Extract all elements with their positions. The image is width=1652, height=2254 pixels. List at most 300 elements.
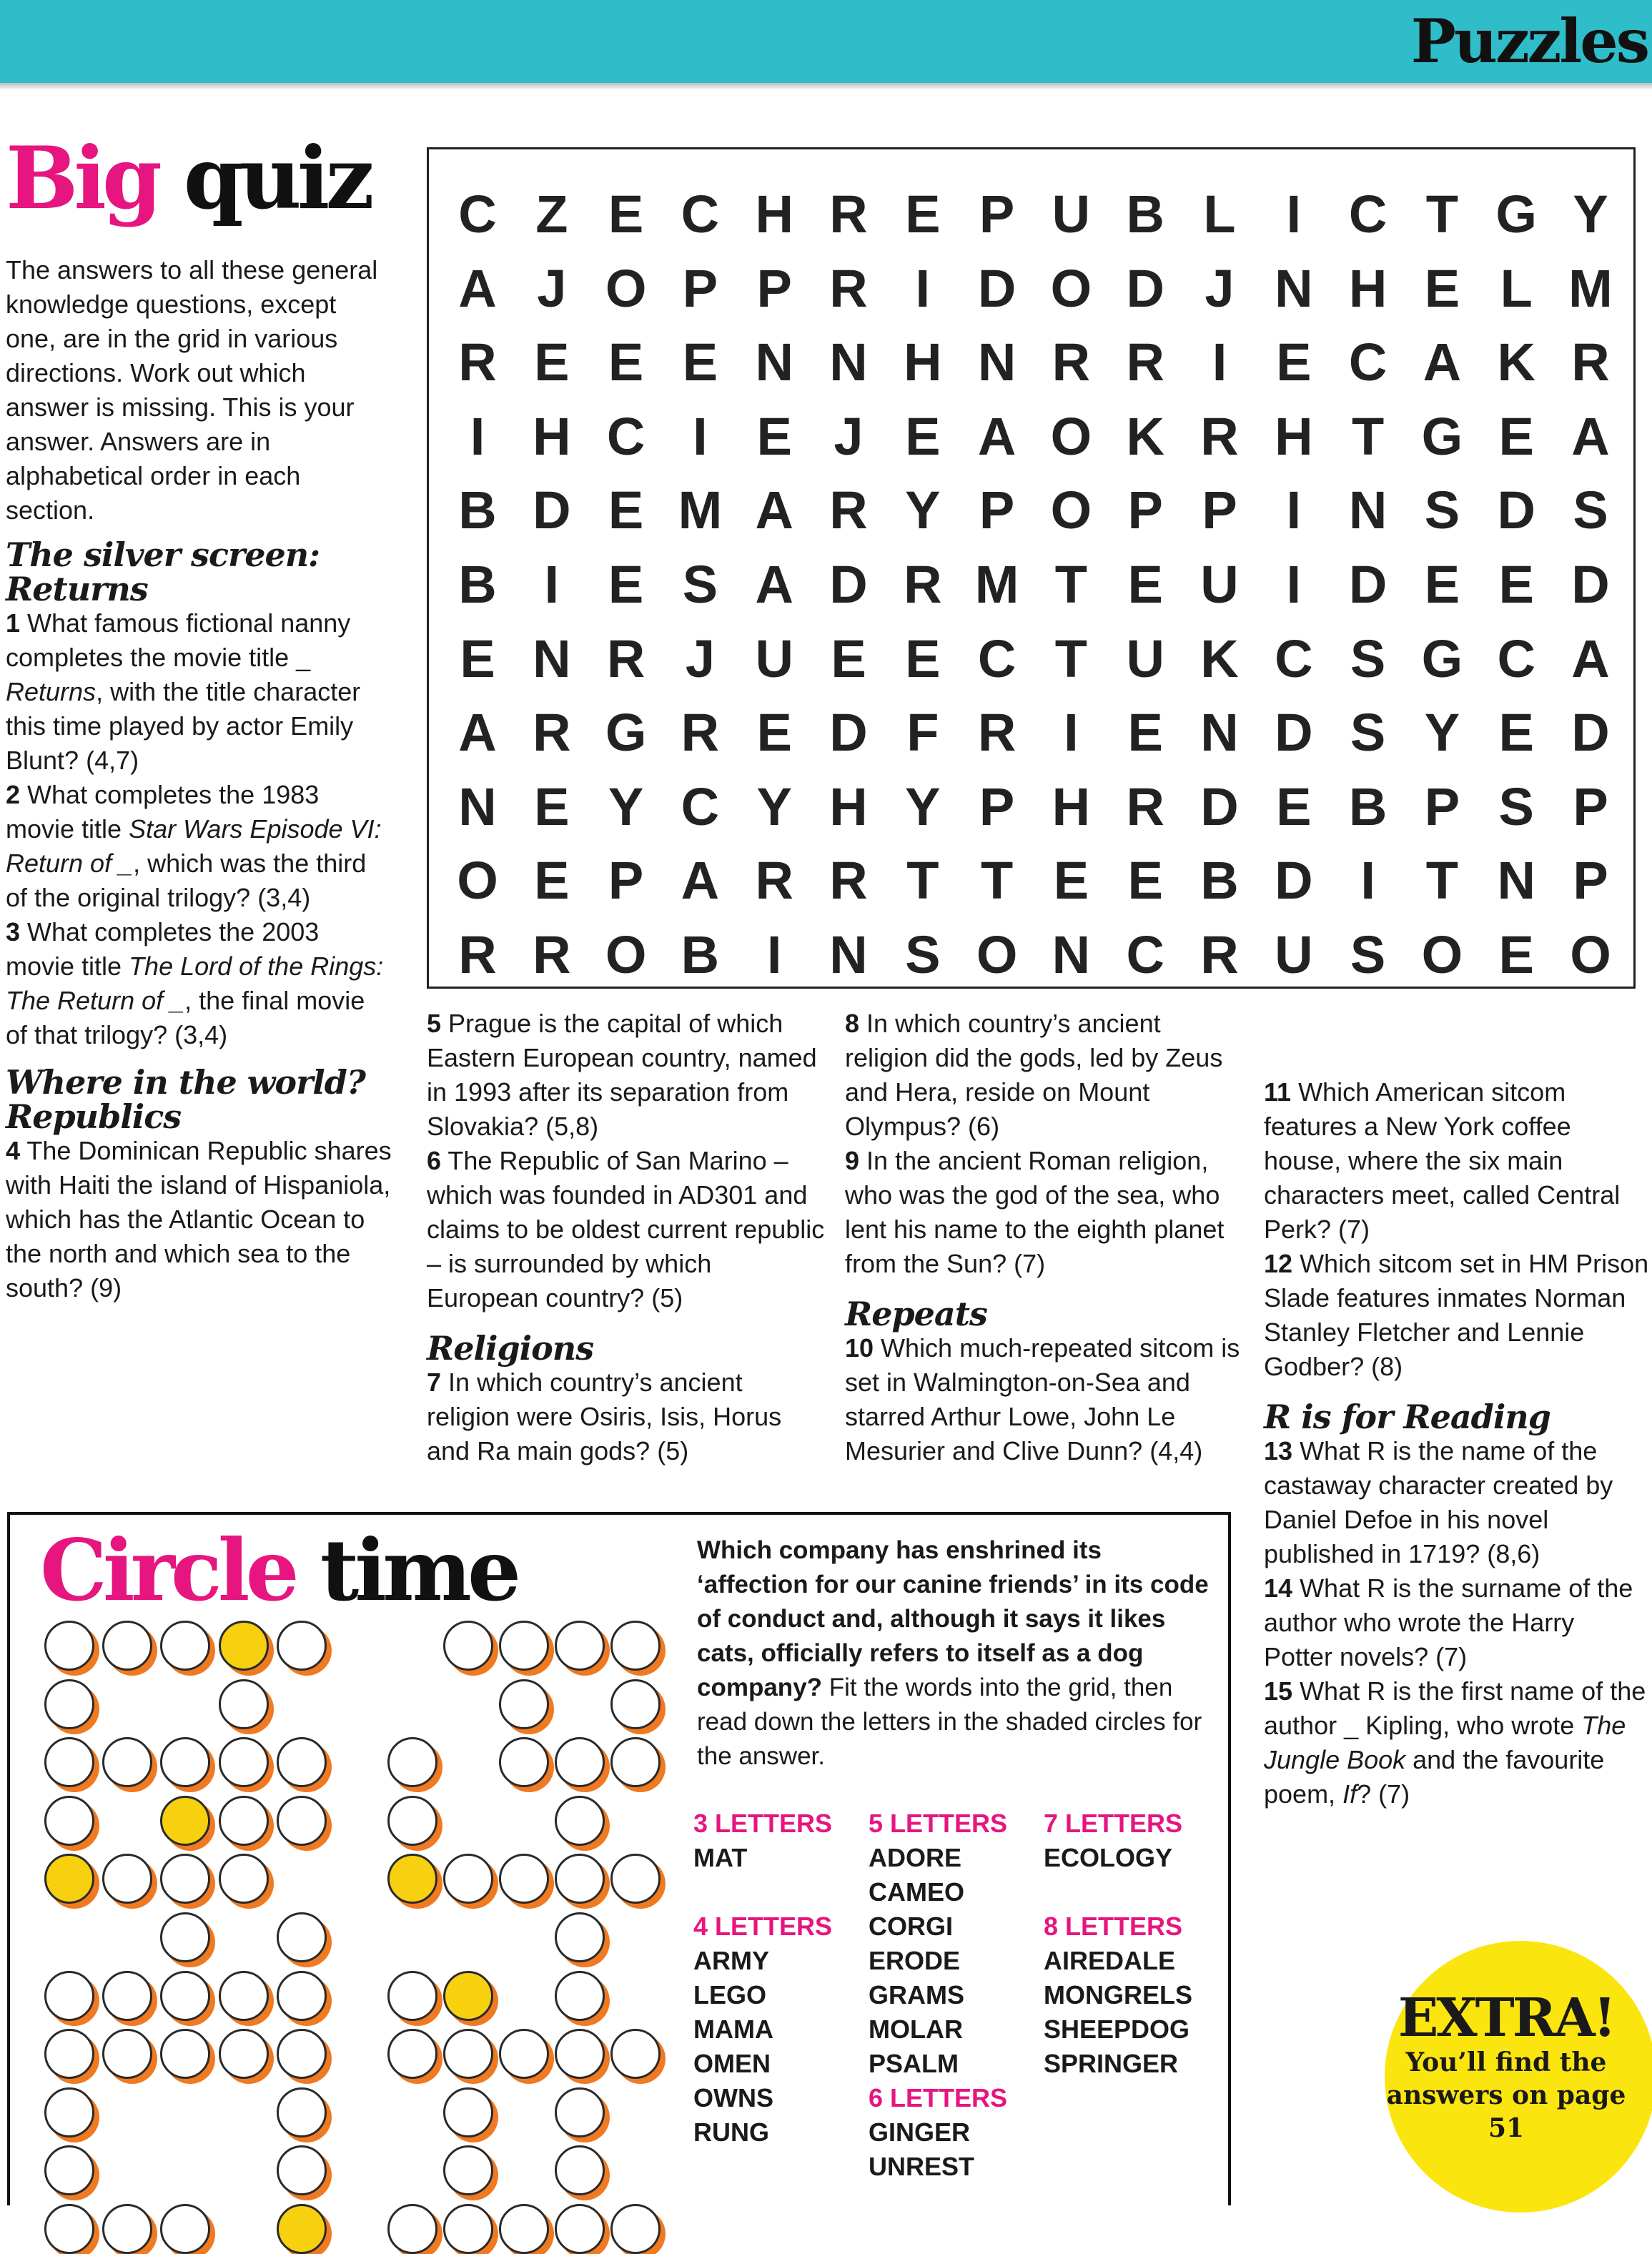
grid-letter: Y <box>1424 703 1460 763</box>
grid-letter: O <box>1050 258 1092 318</box>
grid-letter: R <box>1052 332 1091 392</box>
word-list-item: ECOLOGY <box>1044 1843 1173 1872</box>
grid-letter: N <box>755 332 793 392</box>
shaded-circle <box>387 1854 437 1904</box>
header-shadow <box>0 83 1652 90</box>
circle-cell <box>387 1796 437 1846</box>
grid-letter: B <box>458 555 497 614</box>
grid-letter: N <box>1200 703 1239 763</box>
word-list-5 <box>869 1806 1007 2184</box>
grid-letter: R <box>829 851 868 911</box>
grid-letter: E <box>460 628 495 688</box>
grid-letter: A <box>681 851 720 911</box>
word-list-heading: 4 LETTERS <box>693 1912 833 1941</box>
grid-letter: E <box>756 703 792 763</box>
grid-letter: E <box>608 184 644 244</box>
grid-letter: O <box>1421 925 1463 984</box>
big-quiz-title-rest: quiz <box>183 128 370 229</box>
circle-cell <box>387 1971 437 2021</box>
grid-letter: H <box>533 406 571 466</box>
heading-where-in-world: Where in the world? Republics <box>6 1063 365 1136</box>
circle-cell <box>499 1854 549 1904</box>
circle-cell <box>219 1796 269 1846</box>
question-14: 14 What R is the surname of the author who wrote the Harry Potter novels? (7) <box>1264 1573 1633 1671</box>
word-list-item: ARMY <box>693 1946 769 1975</box>
grid-letter: M <box>1568 258 1613 318</box>
grid-letter: O <box>1050 406 1092 466</box>
heading-silver-screen: The silver screen: Returns <box>6 535 320 608</box>
grid-letter: C <box>1126 925 1164 984</box>
grid-letter: E <box>905 628 941 688</box>
circle-cell <box>499 1679 549 1729</box>
circle-time-title-rest: time <box>320 1521 518 1620</box>
circle-cell <box>387 2029 437 2079</box>
grid-letter: P <box>979 480 1015 540</box>
grid-letter: E <box>608 332 644 392</box>
circle-cell <box>44 2087 94 2137</box>
grid-letter: D <box>1200 776 1239 836</box>
grid-letter: D <box>1571 555 1610 614</box>
grid-letter: R <box>533 925 571 984</box>
big-quiz-title <box>6 128 370 229</box>
grid-letter: E <box>1498 703 1534 763</box>
grid-letter: E <box>1276 332 1312 392</box>
section-name: Puzzles <box>1410 6 1648 76</box>
grid-letter: B <box>1126 184 1164 244</box>
word-list-item: SPRINGER <box>1044 2049 1179 2078</box>
grid-letter: T <box>1425 184 1458 244</box>
grid-letter: P <box>979 776 1015 836</box>
grid-letter: P <box>1202 480 1237 540</box>
grid-letter: I <box>1360 851 1375 911</box>
grid-letter: J <box>537 258 567 318</box>
question-10: 10 Which much-repeated sitcom is set in Walmington-on-Sea and starred Arthur Lowe, John Le Mesurier and Clive Dunn? (4,4) <box>845 1333 1240 1465</box>
grid-letter: K <box>1126 406 1164 466</box>
word-list-item: MAT <box>693 1843 748 1872</box>
grid-letter: B <box>1200 851 1239 911</box>
grid-letter: R <box>829 258 868 318</box>
grid-letter: O <box>605 925 647 984</box>
grid-letter: Y <box>905 776 941 836</box>
grid-letter: C <box>606 406 646 466</box>
word-list-4 <box>693 1909 832 2150</box>
circle-cell <box>555 2029 605 2079</box>
grid-letter: S <box>1350 925 1386 984</box>
grid-letter: I <box>1286 480 1302 540</box>
grid-letter: C <box>681 184 720 244</box>
circle-cell <box>219 1854 269 1904</box>
word-list-heading: 3 LETTERS <box>693 1809 833 1838</box>
shaded-circle <box>160 1796 210 1846</box>
circle-cell <box>44 2145 94 2195</box>
word-list-heading: 8 LETTERS <box>1044 1912 1183 1941</box>
circle-cell <box>160 1621 210 1671</box>
question-1: 1 What famous fictional nanny completes the movie title _ Returns, with the title character this time played by actor Emily Blunt? (4,7) <box>6 608 361 775</box>
grid-letter: R <box>1200 406 1239 466</box>
grid-letter: A <box>755 480 793 540</box>
grid-letter: D <box>1275 703 1313 763</box>
grid-letter: B <box>681 925 720 984</box>
circle-cell <box>555 1854 605 1904</box>
grid-letter: T <box>1054 628 1087 688</box>
grid-letter: I <box>915 258 931 318</box>
circle-cell <box>610 1679 661 1729</box>
grid-letter: E <box>534 851 570 911</box>
grid-letter: D <box>977 258 1017 318</box>
circle-cell <box>102 1971 152 2021</box>
grid-letter: S <box>905 925 941 984</box>
grid-letter: D <box>1571 703 1610 763</box>
grid-letter: E <box>1053 851 1089 911</box>
grid-letter: T <box>980 851 1014 911</box>
circle-cell <box>44 1737 94 1787</box>
circle-cell <box>219 1971 269 2021</box>
grid-letter: C <box>1348 184 1388 244</box>
grid-letter: O <box>1050 480 1092 540</box>
grid-letter: H <box>829 776 868 836</box>
grid-letter: E <box>608 480 644 540</box>
circle-cell <box>610 2204 661 2254</box>
question-3: 3 What completes the 2003 movie title The Lord of the Rings: The Return of _, the final movie of that trilogy? (3,4) <box>6 917 384 1049</box>
grid-letter: A <box>1571 406 1610 466</box>
grid-letter: H <box>1052 776 1091 836</box>
question-13: 13 What R is the name of the castaway character created by Daniel Defoe in his novel published in 1719? (8,6) <box>1264 1436 1613 1568</box>
question-8: 8 In which country’s ancient religion did the gods, led by Zeus and Hera, reside on Mount Olympus? (6) <box>845 1009 1223 1141</box>
grid-letter: R <box>458 925 497 984</box>
grid-letter: J <box>685 628 715 688</box>
circle-cell <box>499 1621 549 1671</box>
grid-letter: B <box>1348 776 1388 836</box>
word-list-item: GINGER <box>869 2117 971 2147</box>
word-list-heading: 6 LETTERS <box>869 2083 1008 2112</box>
word-list-item: UNREST <box>869 2152 975 2181</box>
grid-letter: E <box>682 332 718 392</box>
grid-letter: T <box>906 851 939 911</box>
grid-letter: O <box>457 851 498 911</box>
grid-letter: F <box>906 703 939 763</box>
grid-letter: E <box>534 776 570 836</box>
grid-letter: R <box>606 628 646 688</box>
circle-cell <box>219 1737 269 1787</box>
grid-letter: P <box>682 258 718 318</box>
grid-letter: P <box>979 184 1015 244</box>
grid-letter: C <box>977 628 1017 688</box>
circle-cell <box>555 2087 605 2137</box>
grid-letter: L <box>1500 258 1533 318</box>
word-list-3 <box>693 1806 832 1875</box>
grid-letter: N <box>533 628 571 688</box>
extra-text: You’ll find the answers on page 51 <box>1386 2047 1626 2143</box>
grid-letter: R <box>904 555 942 614</box>
grid-letter: S <box>682 555 718 614</box>
circle-cell <box>555 1621 605 1671</box>
grid-letter: R <box>533 703 571 763</box>
grid-letter: E <box>905 406 941 466</box>
grid-letter: G <box>1495 184 1537 244</box>
question-5: 5 Prague is the capital of which Eastern European country, named in 1993 after its separation from Slovakia? (5,8) <box>427 1009 817 1141</box>
grid-letter: N <box>458 776 497 836</box>
circle-cell <box>102 2029 152 2079</box>
circle-cell <box>102 1737 152 1787</box>
grid-letter: R <box>1200 925 1239 984</box>
circle-cell <box>555 1971 605 2021</box>
grid-letter: C <box>1348 332 1388 392</box>
grid-letter: S <box>1350 628 1386 688</box>
grid-letter: D <box>1348 555 1388 614</box>
circle-cell <box>443 2145 493 2195</box>
heading-religions: Religions <box>427 1329 594 1368</box>
word-list-item: OWNS <box>693 2083 773 2112</box>
grid-letter: I <box>1286 184 1302 244</box>
grid-letter: P <box>1573 851 1608 911</box>
word-list-7 <box>1044 1806 1182 1875</box>
word-list-item: MAMA <box>693 2015 773 2044</box>
grid-letter: C <box>1497 628 1535 688</box>
circle-cell <box>44 2204 94 2254</box>
word-list-8 <box>1044 1909 1192 2081</box>
grid-letter: P <box>1127 480 1163 540</box>
grid-letter: R <box>829 184 868 244</box>
grid-letter: O <box>976 925 1018 984</box>
grid-letter: E <box>1424 555 1460 614</box>
grid-letter: E <box>608 555 644 614</box>
grid-letter: Y <box>905 480 941 540</box>
circle-time-question: Which company has enshrined its ‘affection for our canine friends’ in its code of conduct and, although it says it likes cats, officially refers to itself as a dog company? <box>697 1536 1209 1701</box>
circle-cell <box>44 1971 94 2021</box>
grid-letter: D <box>829 703 868 763</box>
grid-letter: D <box>533 480 571 540</box>
circle-cell <box>277 1912 327 1962</box>
grid-letter: C <box>681 776 720 836</box>
circle-cell <box>44 1796 94 1846</box>
circle-cell <box>443 1621 493 1671</box>
grid-letter: P <box>756 258 792 318</box>
grid-letter: A <box>458 703 497 763</box>
grid-letter: U <box>1052 184 1091 244</box>
circle-cell <box>44 1621 94 1671</box>
grid-letter: Y <box>756 776 792 836</box>
word-list-item: CAMEO <box>869 1877 964 1907</box>
grid-letter: I <box>766 925 782 984</box>
circle-cell <box>277 2029 327 2079</box>
shaded-circle <box>44 1854 94 1904</box>
word-list-heading: 5 LETTERS <box>869 1809 1008 1838</box>
circle-cell <box>555 2145 605 2195</box>
grid-letter: T <box>1054 555 1087 614</box>
grid-letter: T <box>1351 406 1385 466</box>
circle-cell <box>277 1971 327 2021</box>
grid-letter: A <box>458 258 497 318</box>
grid-letter: E <box>534 332 570 392</box>
grid-letter: R <box>977 703 1017 763</box>
word-list-item: AIREDALE <box>1044 1946 1176 1975</box>
grid-letter: U <box>755 628 793 688</box>
word-list-item: MOLAR <box>869 2015 963 2044</box>
circle-cell <box>555 1737 605 1787</box>
question-11: 11 Which American sitcom features a New York coffee house, where the six main characters meet, called Central Perk? (7) <box>1264 1077 1621 1244</box>
shaded-circle <box>443 1971 493 2021</box>
grid-letter: D <box>1126 258 1164 318</box>
grid-letter: E <box>1424 258 1460 318</box>
question-12: 12 Which sitcom set in HM Prison Slade features inmates Norman Stanley Fletcher and Lennie Godber? (8) <box>1264 1249 1649 1381</box>
extra-title: EXTRA! <box>1398 1987 1615 2049</box>
grid-letter: R <box>1571 332 1610 392</box>
grid-letter: B <box>458 480 497 540</box>
word-list-item: LEGO <box>693 1980 767 2010</box>
column-3 <box>845 1007 1245 1468</box>
grid-letter: O <box>605 258 647 318</box>
shaded-circle <box>277 2204 327 2254</box>
grid-letter: D <box>829 555 868 614</box>
grid-letter: E <box>905 184 941 244</box>
grid-letter: M <box>974 555 1019 614</box>
grid-letter: O <box>1570 925 1611 984</box>
circle-cell <box>219 2029 269 2079</box>
grid-letter: E <box>1127 851 1163 911</box>
grid-letter: S <box>1573 480 1608 540</box>
grid-letter: A <box>1571 628 1610 688</box>
grid-letter: Y <box>608 776 644 836</box>
circle-cell <box>277 2087 327 2137</box>
word-list-item: MONGRELS <box>1044 1980 1193 2010</box>
question-7: 7 In which country’s ancient religion were Osiris, Isis, Horus and Ra main gods? (5) <box>427 1368 782 1465</box>
grid-letter: E <box>1498 925 1534 984</box>
heading-r-reading: R is for Reading <box>1264 1398 1550 1436</box>
question-6: 6 The Republic of San Marino – which was founded in AD301 and claims to be oldest current republic – is surrounded by which European country? (5) <box>427 1146 825 1313</box>
circle-cell <box>555 1796 605 1846</box>
grid-letter: I <box>470 406 485 466</box>
grid-letter: N <box>1348 480 1388 540</box>
word-list-item: PSALM <box>869 2049 959 2078</box>
word-list-item: ERODE <box>869 1946 961 1975</box>
circle-cell <box>160 1912 210 1962</box>
big-quiz-title-accent: Big <box>6 128 158 229</box>
shaded-circle <box>219 1621 269 1671</box>
grid-letter: T <box>1425 851 1458 911</box>
grid-letter: E <box>831 628 866 688</box>
circle-cell <box>102 1621 152 1671</box>
circle-cell <box>499 2029 549 2079</box>
grid-letter: G <box>1421 628 1463 688</box>
grid-letter: S <box>1350 703 1386 763</box>
circle-cell <box>387 1737 437 1787</box>
circle-cell <box>277 1621 327 1671</box>
grid-letter: U <box>1200 555 1239 614</box>
circle-time-title-accent: Circle <box>40 1521 295 1620</box>
grid-letter: E <box>1498 555 1534 614</box>
grid-letter: N <box>829 925 868 984</box>
circle-cell <box>610 1737 661 1787</box>
grid-letter: H <box>755 184 793 244</box>
grid-letter: P <box>1424 776 1460 836</box>
grid-letter: H <box>1348 258 1388 318</box>
circle-cell <box>443 2204 493 2254</box>
circle-cell <box>44 2029 94 2079</box>
word-list-item: RUNG <box>693 2117 769 2147</box>
grid-letter: E <box>756 406 792 466</box>
question-9: 9 In the ancient Roman religion, who was the god of the sea, who lent his name to the eighth planet from the Sun? (7) <box>845 1146 1225 1278</box>
word-list-item: ADORE <box>869 1843 962 1872</box>
grid-letter: J <box>834 406 864 466</box>
circle-cell <box>555 2204 605 2254</box>
grid-letter: S <box>1424 480 1460 540</box>
grid-letter: R <box>829 480 868 540</box>
circle-cell <box>610 2029 661 2079</box>
grid-letter: Z <box>535 184 568 244</box>
heading-repeats: Repeats <box>845 1295 987 1333</box>
grid-letter: R <box>755 851 793 911</box>
grid-letter: A <box>1423 332 1462 392</box>
grid-letter: N <box>1497 851 1535 911</box>
grid-letter: A <box>755 555 793 614</box>
circle-cell <box>443 2087 493 2137</box>
grid-letter: S <box>1498 776 1534 836</box>
circle-cell <box>277 2145 327 2195</box>
grid-letter: C <box>458 184 497 244</box>
grid-letter: C <box>1275 628 1313 688</box>
circle-time-title <box>40 1521 518 1620</box>
grid-letter: D <box>1497 480 1535 540</box>
grid-letter: R <box>1126 776 1164 836</box>
circle-cell <box>443 1854 493 1904</box>
quiz-intro: The answers to all these general knowledge questions, except one, are in the grid in various directions. Work out which answer is missing. This is your answer. Answers are in alphabetical order in each section. <box>6 255 378 525</box>
grid-letter: I <box>1064 703 1079 763</box>
question-15: 15 What R is the first name of the author _ Kipling, who wrote The Jungle Book and the favourite poem, If? (7) <box>1264 1676 1646 1809</box>
grid-letter: P <box>608 851 644 911</box>
grid-letter: I <box>544 555 560 614</box>
grid-letter: K <box>1200 628 1239 688</box>
circle-cell <box>499 1737 549 1787</box>
grid-letter: L <box>1203 184 1236 244</box>
circle-cell <box>160 1971 210 2021</box>
grid-letter: N <box>1275 258 1313 318</box>
grid-letter: E <box>1127 703 1163 763</box>
grid-letter: E <box>1276 776 1312 836</box>
question-2: 2 What completes the 1983 movie title Star Wars Episode VI: Return of _, which was the third of the original trilogy? (3,4) <box>6 780 382 912</box>
column-4 <box>1264 1075 1650 1811</box>
grid-letter: N <box>1052 925 1091 984</box>
grid-letter: R <box>1126 332 1164 392</box>
grid-letter: R <box>458 332 497 392</box>
circle-cell <box>277 1737 327 1787</box>
grid-letter: U <box>1275 925 1313 984</box>
word-list-item: GRAMS <box>869 1980 964 2010</box>
grid-letter: N <box>977 332 1017 392</box>
header-bar <box>0 0 1652 83</box>
grid-letter: I <box>1286 555 1302 614</box>
circle-cell <box>610 1621 661 1671</box>
word-list-heading: 7 LETTERS <box>1044 1809 1183 1838</box>
circle-cell <box>219 1679 269 1729</box>
word-list-item: CORGI <box>869 1912 954 1941</box>
word-list-item: SHEEPDOG <box>1044 2015 1190 2044</box>
circle-time-instructions: Fit the words into the grid, then read down the letters in the shaded circles for the answer. <box>697 1674 1202 1770</box>
column-2 <box>427 1007 827 1468</box>
grid-letter: H <box>1275 406 1313 466</box>
circle-cell <box>387 2204 437 2254</box>
circle-cell <box>555 1912 605 1962</box>
grid-letter: E <box>1127 555 1163 614</box>
grid-letter: D <box>1275 851 1313 911</box>
grid-letter: G <box>1421 406 1463 466</box>
circle-cell <box>160 2204 210 2254</box>
word-list-item: OMEN <box>693 2049 771 2078</box>
grid-letter: E <box>1498 406 1534 466</box>
circle-cell <box>499 2204 549 2254</box>
grid-letter: I <box>1212 332 1227 392</box>
grid-letter: Y <box>1573 184 1608 244</box>
column-1 <box>6 253 392 1305</box>
